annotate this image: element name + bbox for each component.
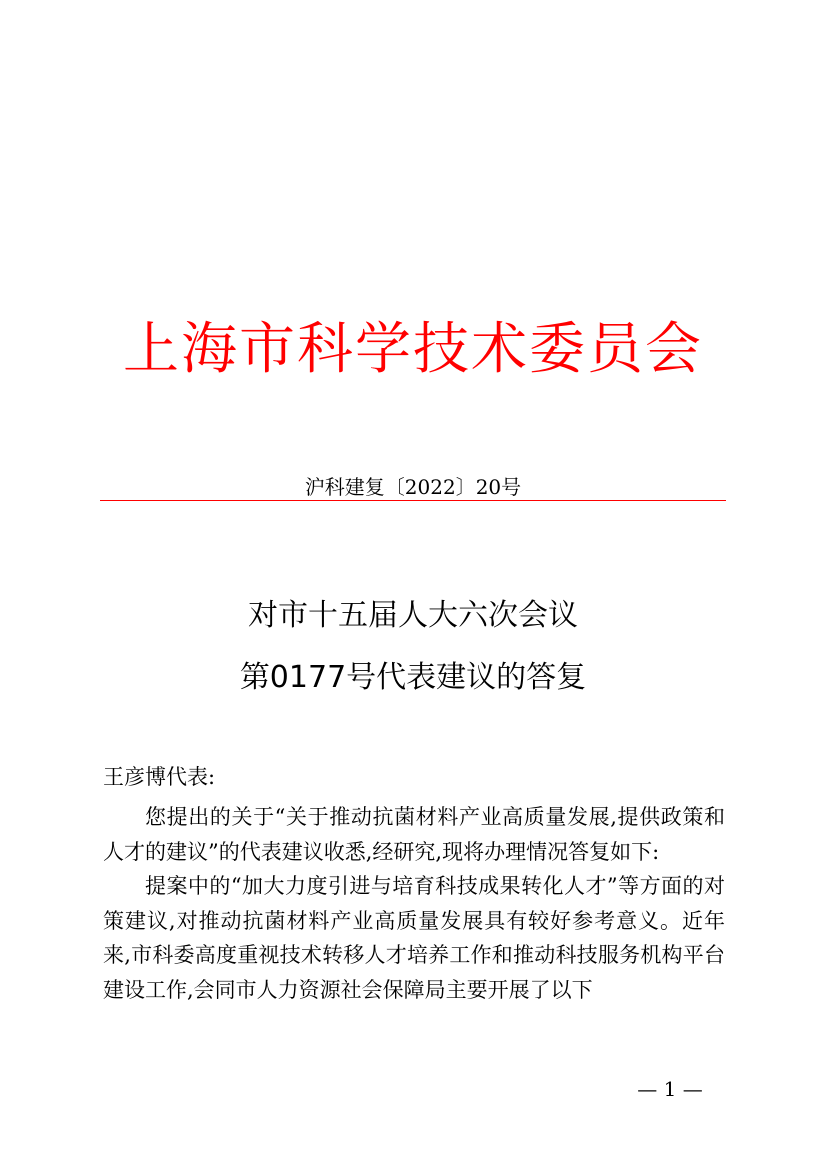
page-number: — 1 —: [637, 1077, 703, 1101]
body-paragraph: 提案中的“加大力度引进与培育科技成果转化人才”等方面的对策建议,对推动抗菌材料产业高质量发展具有较好参考意义。近年来,市科委高度重视技术转移人才培养工作和推动科技服务机构平台建设工作,会同市人力资源社会保障局主要开展了以下: [103, 874, 725, 1002]
red-separator-rule: [100, 500, 726, 501]
document-number: 沪科建复〔2022〕20号: [304, 475, 522, 499]
agency-letterhead: 上海市科学技术委员会: [123, 317, 703, 382]
salutation: 王彦博代表:: [103, 765, 216, 789]
document-title-line-2: 第0177号代表建议的答复: [239, 660, 587, 695]
body-paragraph: 您提出的关于“关于推动抗菌材料产业高质量发展,提供政策和人才的建议”的代表建议收悉,经研究,现将办理情况答复如下:: [103, 805, 725, 864]
body-text: [103, 800, 725, 1007]
document-title-line-1: 对市十五届人大六次会议: [248, 598, 578, 633]
